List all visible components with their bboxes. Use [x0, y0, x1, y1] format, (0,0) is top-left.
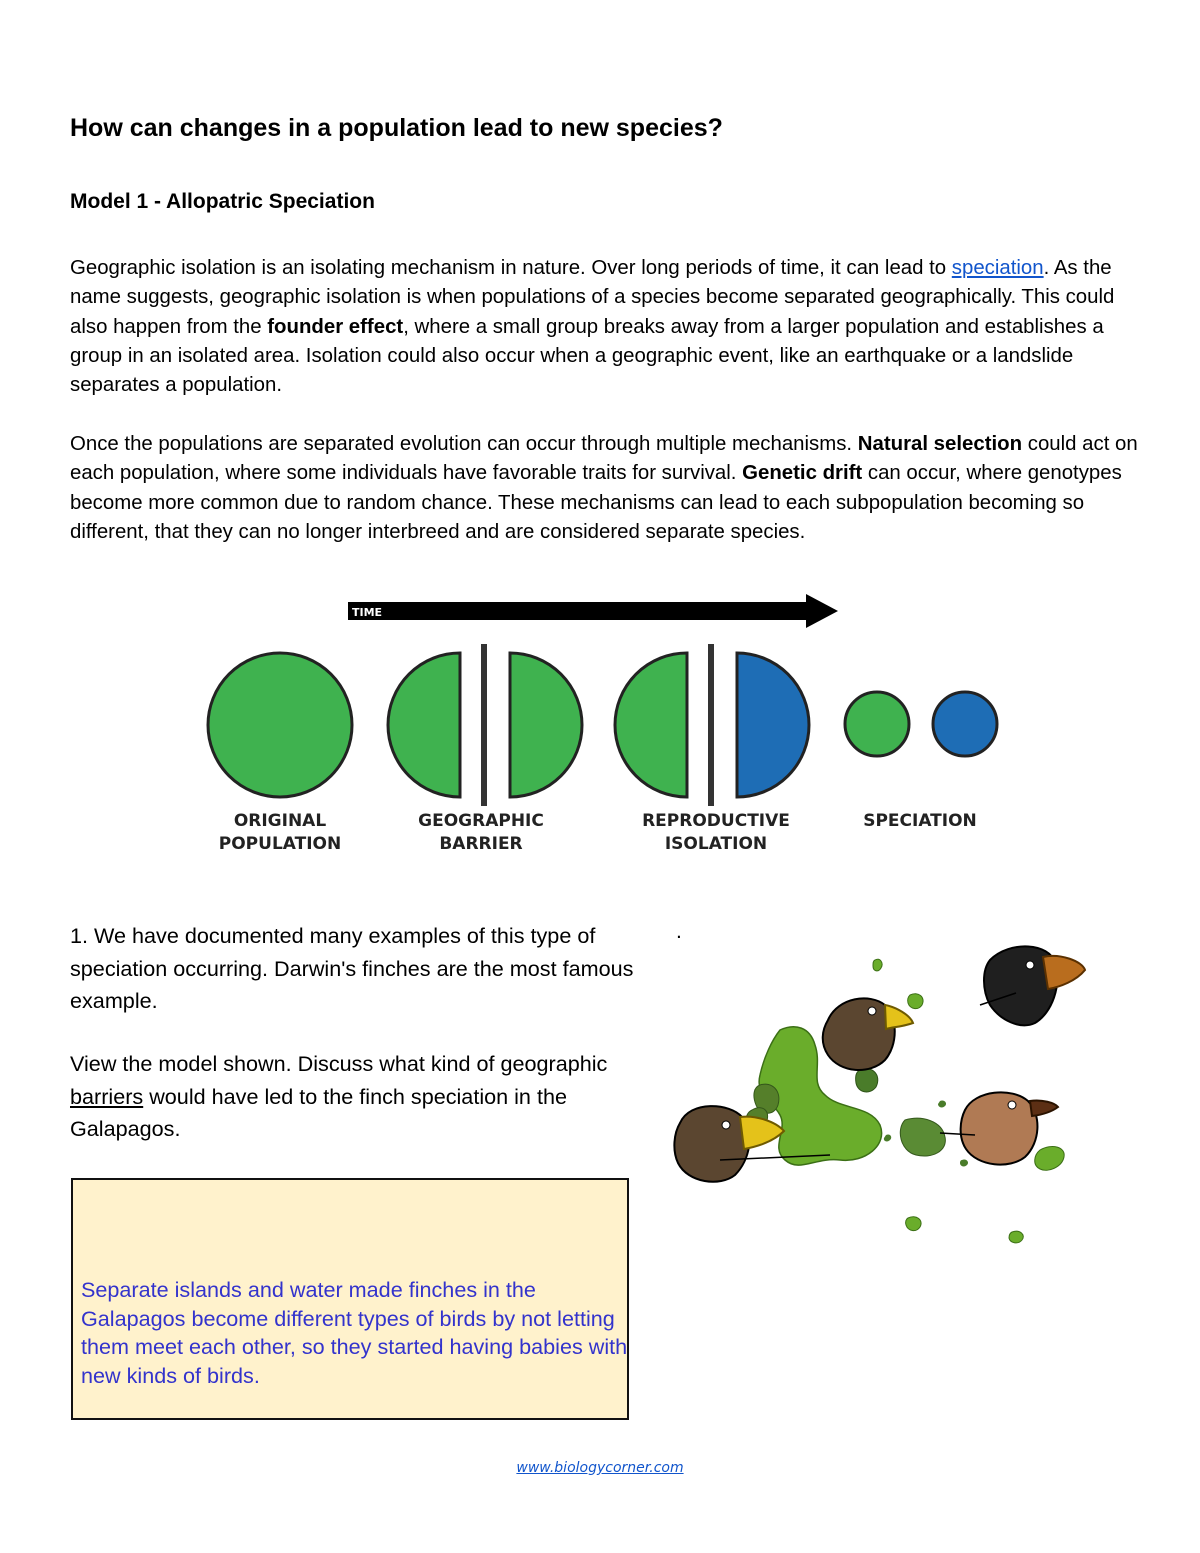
stage2-label-line1: GEOGRAPHIC — [418, 811, 544, 831]
text-span: could act on each population, where some individuals have favorable traits for survival. — [70, 433, 1138, 485]
question-1-prompt — [70, 1048, 670, 1146]
geographic-barrier-wall — [481, 644, 487, 806]
text-span: Geographic isolation is an isolating mechanism in nature. Over long periods of time, it can lead to — [70, 257, 952, 279]
text-span: , where a small group breaks away from a larger population and establishes a group in an isolated area. Isolation could also occur when a geographic event, like an earthquake or a landslide separates a population. — [70, 315, 1104, 397]
time-arrow-shaft — [348, 602, 810, 620]
santa-cruz-island — [900, 1118, 945, 1156]
island — [908, 994, 923, 1009]
island — [873, 959, 882, 971]
model-title: Model 1 - Allopatric Speciation — [70, 190, 375, 213]
island — [1035, 1146, 1064, 1170]
text-span: would have led to the finch speciation in the Galapagos. — [70, 1083, 567, 1142]
original-population-circle — [208, 653, 352, 797]
geo-right-half — [510, 653, 582, 797]
page-title: How can changes in a population lead to new species? — [70, 114, 723, 142]
text-span: Once the populations are separated evolution can occur through multiple mechanisms. — [70, 433, 858, 455]
text-span: . As the name suggests, geographic isolation is when populations of a species become separated geographically. This could also happen from the — [70, 257, 1115, 338]
stage4-label: SPECIATION — [863, 811, 977, 831]
geo-left-half — [388, 653, 460, 797]
answer-box[interactable] — [71, 1178, 629, 1420]
reproductive-barrier-wall — [708, 644, 714, 806]
speciation-link[interactable]: speciation — [951, 257, 1044, 279]
stage3-label-line2: ISOLATION — [664, 834, 768, 854]
time-label: TIME — [352, 606, 383, 619]
finch-dark-icon — [980, 946, 1085, 1025]
genetic-drift-term: Genetic drift — [742, 462, 863, 485]
island — [938, 1100, 946, 1107]
island — [1009, 1231, 1023, 1243]
stage1-label-line1: ORIGINAL — [233, 811, 327, 831]
stage1-label-line2: POPULATION — [218, 834, 342, 854]
barriers-term: barriers — [70, 1083, 144, 1109]
footer-link[interactable]: www.biologycorner.com — [516, 1460, 684, 1476]
stage3-label-line1: REPRODUCTIVE — [642, 811, 790, 831]
text-span: View the model shown. Discuss what kind of geographic — [70, 1051, 608, 1076]
time-arrow-head — [806, 594, 838, 628]
island — [960, 1159, 968, 1166]
stage2-label-line2: BARRIER — [439, 834, 523, 854]
answer-text[interactable]: Separate islands and water made finches in the Galapagos become different types of birds by not letting them meet each other, so they started having babies with new kinds of birds. — [81, 1277, 628, 1388]
island — [856, 1069, 878, 1092]
natural-selection-term: Natural selection — [857, 433, 1023, 455]
species-a-circle — [845, 692, 909, 756]
stray-dot: . — [676, 920, 682, 943]
founder-effect-term: founder effect — [267, 315, 404, 338]
repro-right-half — [737, 653, 809, 797]
question-1-text: 1. We have documented many examples of this type of speciation occurring. Darwin's finches are the most famous example. — [70, 923, 634, 1014]
species-b-circle — [933, 692, 997, 756]
galapagos-finches-illustration — [660, 935, 1100, 1255]
finch-brown-icon — [823, 998, 913, 1070]
island — [884, 1134, 891, 1141]
repro-left-half — [615, 653, 687, 797]
island — [906, 1217, 921, 1231]
text-span: can occur, where genotypes become more common due to random chance. These mechanisms can lead to each subpopulation becoming so different, that they can no longer interbreed and are considered separate species. — [70, 462, 1122, 543]
